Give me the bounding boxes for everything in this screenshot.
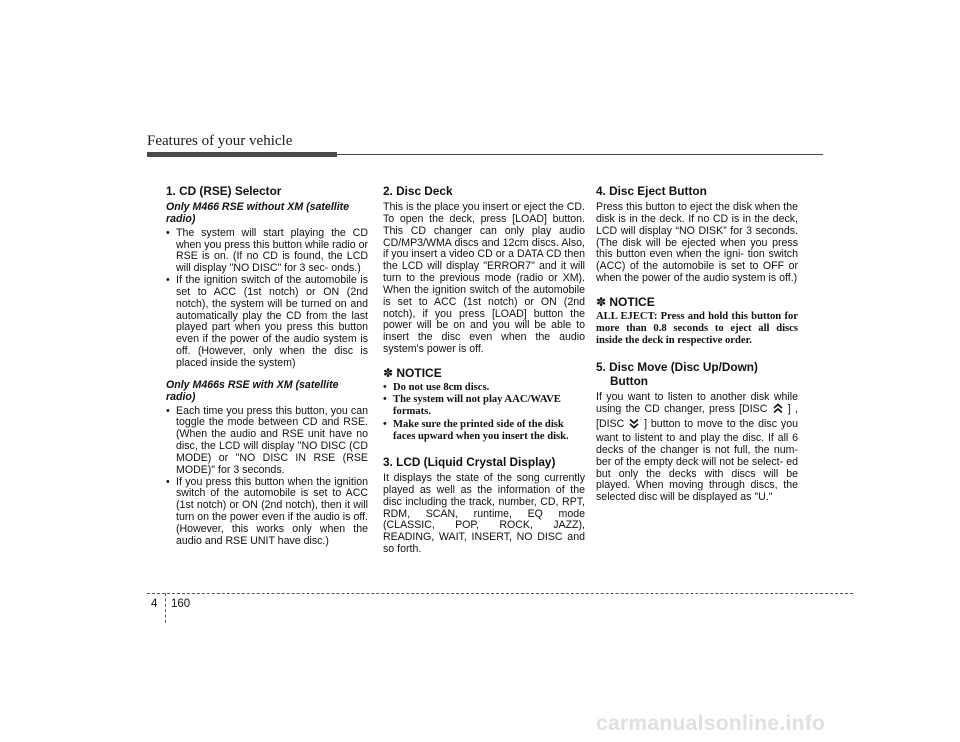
disc-move-text: ] button to move to the disc you want to listent to and play the disc. If all 6 decks of the changer is not full, the num- ber of the empty deck will not be select- ed but only the decks with discs will be played. When moving through discs, the selected disc will be displayed as "U." bbox=[596, 418, 798, 504]
chevron-double-down-icon bbox=[628, 418, 640, 433]
subheading-with-xm: Only M466s RSE with XM (satellite radio) bbox=[166, 378, 339, 403]
subheading-without-xm: Only M466 RSE without XM (satellite radio) bbox=[166, 201, 350, 225]
lcd-body: It displays the state of the song currently played as well as the information of the disc including the track, number, CD, RPT, RDM, SCAN, runtime, EQ mode (CLASSIC, POP, ROCK, JAZZ), READING, WAIT, INSERT, NO DISC and so forth. bbox=[383, 471, 585, 556]
section-heading-lcd: 3. LCD (Liquid Crystal Display) bbox=[383, 454, 556, 469]
notice-heading: ✽ NOTICE bbox=[596, 294, 655, 309]
list-with-xm bbox=[166, 406, 368, 548]
disc-move-text: ] , bbox=[787, 403, 798, 416]
header-bar bbox=[147, 152, 337, 157]
section-heading-disc-eject: 4. Disc Eject Button bbox=[596, 184, 707, 198]
column-2 bbox=[383, 184, 585, 566]
disc-deck-body: This is the place you insert or eject the CD. To open the deck, press [LOAD] button. This CD changer can only play audio CD/MP3/WMA discs and 12cm discs. Also, if you insert a video CD or a DATA CD then the LCD will display "ERROR7" and it will turn to the previous mode (radio or XM). When the ignition switch of the automobile is set to ACC (1st notch) or ON (2nd notch), if you press [LOAD] button the power will be on and you will be able to insert the disc even when the audio system's power is off. bbox=[383, 201, 585, 356]
page-number: 160 bbox=[171, 598, 191, 610]
footer-rule bbox=[147, 593, 853, 594]
disc-eject-body: Press this button to eject the disk when the disk is in the deck. If no CD is in the deck, LCD will display “NO DISK” for 3 seconds. (The disk will be ejected when you press this button even when the igni- tion switch (ACC) of the automobile is set to OFF or when the power of the audio system is off.) bbox=[596, 201, 798, 285]
footer-divider bbox=[165, 593, 166, 623]
list-item: • If the ignition switch of the automobile is set to ACC (1st notch) or ON (2nd notch), the system will be turned on and automatically play the CD from the last played part when you press this button even if the power of the audio system is off. (However, only when the disc is placed inside the system) bbox=[166, 275, 368, 370]
watermark: carmanualsonline.info bbox=[596, 712, 826, 735]
notice-item: • Make sure the printed side of the disk faces upward when you insert the disk. bbox=[383, 419, 585, 443]
notice-item: • The system will not play AAC/WAVE formats. bbox=[383, 394, 585, 418]
section-heading-cd-rse-selector: 1. CD (RSE) Selector bbox=[166, 184, 282, 198]
disc-move-body bbox=[596, 392, 798, 505]
header-title: Features of your vehicle bbox=[147, 133, 293, 149]
list-item: • Each time you press this button, you can toggle the mode between CD and RSE. (When the audio and RSE unit have no disc, the LCD will display "NO DISC (CD MODE) or "NO DISC IN RSE (RSE MODE)" for 3 seconds. bbox=[166, 406, 368, 477]
disc-move-text: If you want to listen to another disk while using the CD changer, press [DISC bbox=[596, 390, 798, 416]
disc-move-text: [DISC bbox=[596, 418, 625, 431]
notice-heading: ✽ NOTICE bbox=[383, 365, 442, 380]
notice-list bbox=[383, 382, 585, 443]
chapter-number: 4 bbox=[151, 598, 158, 610]
notice-body: ALL EJECT: Press and hold this button for more than 0.8 seconds to eject all discs inside the deck in respective order. bbox=[596, 310, 798, 347]
column-3 bbox=[596, 184, 798, 514]
section-heading-disc-deck: 2. Disc Deck bbox=[383, 184, 453, 198]
section-heading-disc-move: 5. Disc Move (Disc Up/Down) Button bbox=[596, 359, 758, 388]
notice-item: • Do not use 8cm discs. bbox=[383, 382, 585, 394]
list-item: • If you press this button when the ignition switch of the automobile is set to ACC (1st notch) or ON (2nd notch), then it will turn on the power even if the audio is off. (However, this works only when the audio and RSE UNIT have disc.) bbox=[166, 477, 368, 548]
column-1 bbox=[166, 184, 368, 558]
list-item: • The system will start playing the CD when you press this button while radio or RSE is on. (If no CD is found, the LCD will display "NO DISC" for 3 sec- onds.) bbox=[166, 228, 368, 275]
list-without-xm bbox=[166, 228, 368, 370]
chevron-double-up-icon bbox=[772, 403, 784, 418]
header-rule bbox=[337, 154, 823, 155]
